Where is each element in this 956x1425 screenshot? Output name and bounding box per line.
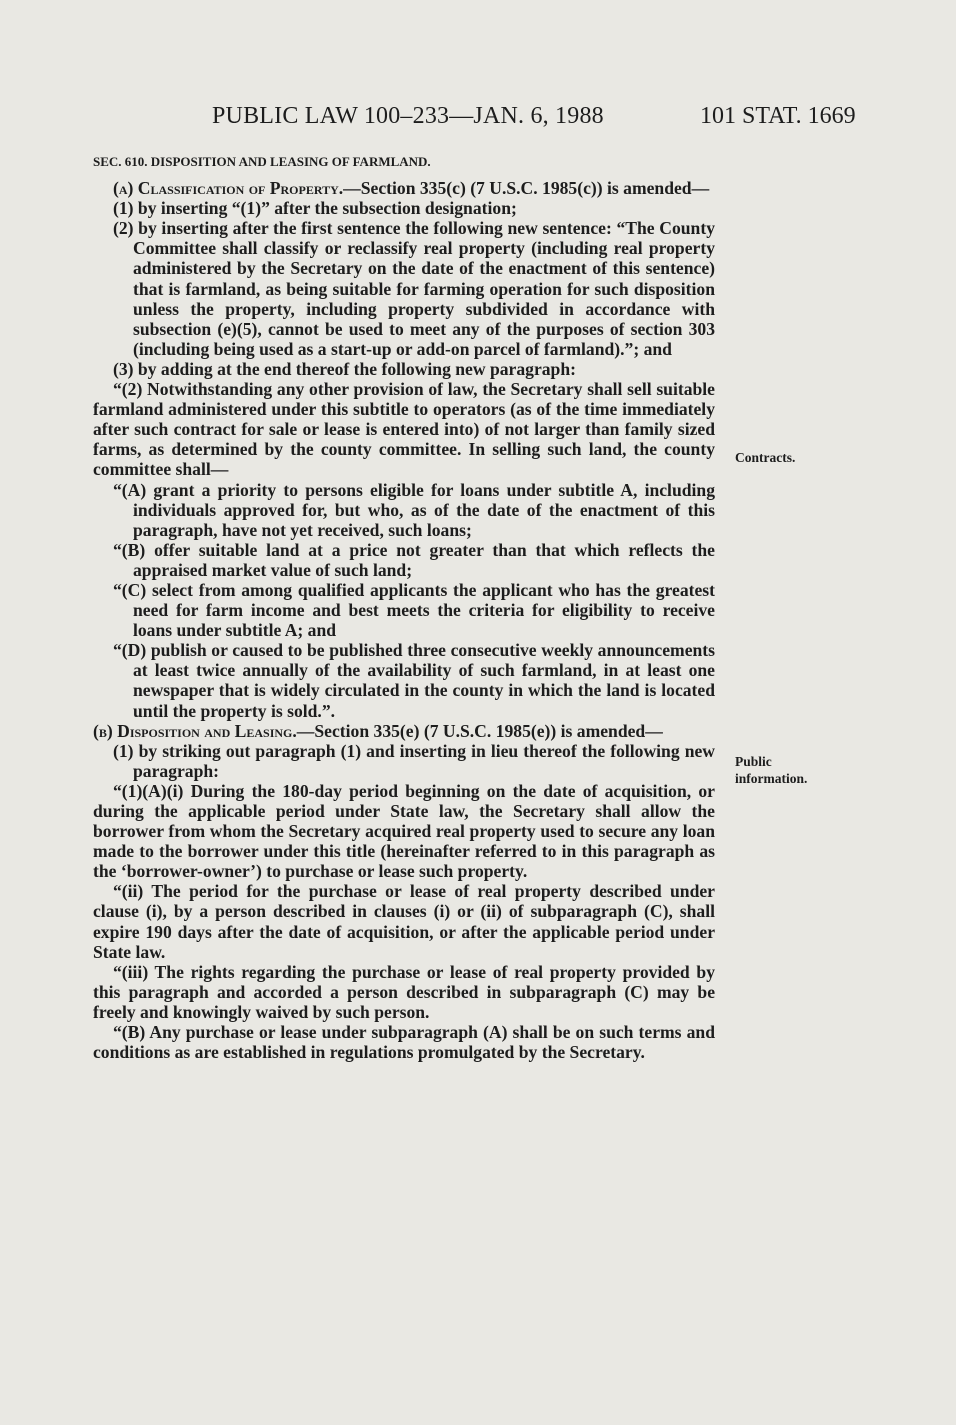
paragraph-2: “(2) Notwithstanding any other provision of law, the Secretary shall sell suitable farmland administered under this subtitle to operators (as of the time immediately after such contract for sale or lease is entered into) of not larger than family sized farms, as determined by the county committee. In selling such land, the county committee shall—: [93, 379, 715, 480]
clause-D: “(D) publish or caused to be published three consecutive weekly announcements at least twice annually of the availability of such farmland, in at least one newspaper that is widely circulated in the county in which the land is located until the property is sold.”.: [113, 640, 715, 721]
quoted-clause-1Ai: “(1)(A)(i) During the 180-day period beginning on the date of acquisition, or during the applicable period under State law, the Secretary shall allow the borrower from whom the Secretary acquired real property used to secure any loan made to the borrower under this title (hereinafter referred to in this paragraph as the ‘borrower-owner’) to purchase or lease such property.: [93, 780, 715, 882]
quoted-clause-iii: “(iii) The rights regarding the purchase or lease of real property provided by this paragraph and accorded a person described in subparagraph (C) may be freely and knowingly waived by such person.: [93, 961, 715, 1022]
margin-note-public-information: [735, 753, 807, 787]
clause-C: “(C) select from among qualified applicants the applicant who has the greatest need for farm income and best meets the criteria for eligibility to receive loans under subtitle A; and: [113, 579, 715, 641]
paragraph-a3: (3) by adding at the end thereof the following new paragraph:: [113, 358, 576, 379]
margin-note-contracts: Contracts.: [735, 450, 796, 465]
running-header-statute: 101 STAT. 1669: [700, 103, 856, 129]
subsection-a: [93, 178, 715, 198]
subsection-b-label: (b) Disposition and Leasing.: [93, 720, 297, 741]
quoted-clause-B: “(B) Any purchase or lease under subparagraph (A) shall be on such terms and conditions as are established in regulations promulgated by the Secretary.: [93, 1022, 715, 1063]
margin-note-public-line1: Public: [735, 754, 772, 769]
running-header-title: PUBLIC LAW 100–233—JAN. 6, 1988: [212, 103, 604, 129]
paragraph-a1: (1) by inserting “(1)” after the subsection designation;: [113, 198, 517, 219]
subsection-b-text: —Section 335(e) (7 U.S.C. 1985(e)) is amended—: [296, 720, 663, 741]
quoted-clause-ii: “(ii) The period for the purchase or lease of real property described under clause (i), by a person described in clauses (i) or (ii) of subparagraph (C), shall expire 190 days after the date of acquisition, or after the applicable period under State law.: [93, 881, 715, 962]
section-heading: SEC. 610. DISPOSITION AND LEASING OF FARMLAND.: [93, 154, 431, 169]
margin-note-public-line2: information.: [735, 771, 808, 786]
subsection-a-text: —Section 335(c) (7 U.S.C. 1985(c)) is amended—: [343, 178, 710, 199]
document-body: [93, 152, 715, 1062]
clause-A: “(A) grant a priority to persons eligible for loans under subtitle A, including individuals approved for, but who, as of the date of the enactment of this paragraph, have not yet received, such loans;: [113, 479, 715, 540]
clause-B: “(B) offer suitable land at a price not greater than that which reflects the appraised market value of such land;: [113, 539, 715, 580]
paragraph-a2: (2) by inserting after the first sentence the following new sentence: “The County Committee shall classify or reclassify real property (including real property administered by the Secretary on the date of the enactment of this sentence) that is farmland, as being suitable for farming operation for such disposition unless the property, including property subdivided in accordance with subsection (e)(5), cannot be used to meet any of the purposes of section 303 (including being used as a start-up or add-on parcel of farmland).”; and: [113, 218, 715, 359]
paragraph-b1: (1) by striking out paragraph (1) and inserting in lieu thereof the following new paragraph:: [113, 740, 715, 781]
subsection-b: [93, 721, 715, 741]
subsection-a-label: (a) Classification of Property.: [113, 178, 344, 199]
